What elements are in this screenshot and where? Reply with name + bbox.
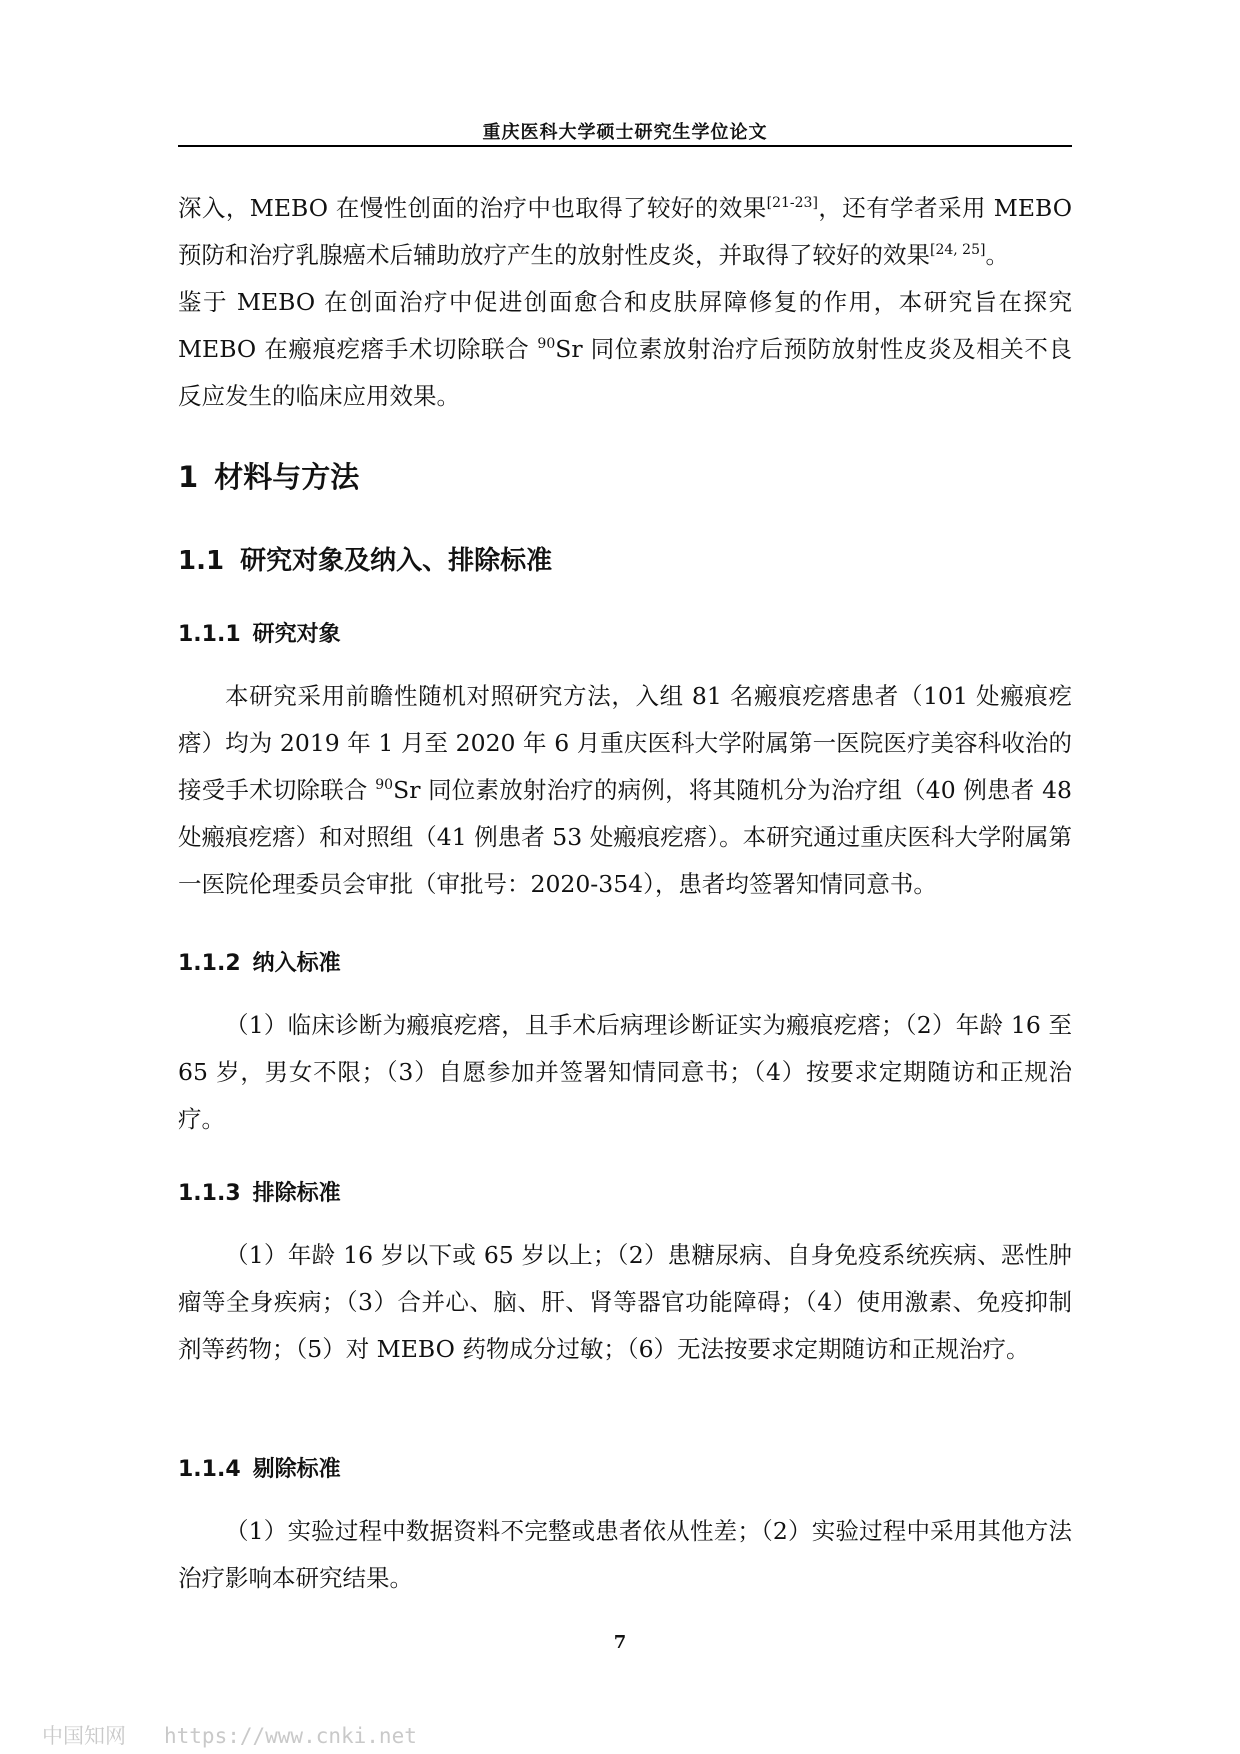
section-heading-1: [178, 455, 359, 496]
exclusion-criteria-paragraph: （1）年龄 16 岁以下或 65 岁以上；（2）患糖尿病、自身免疫系统疾病、恶性肿瘤等全身疾病；（3）合并心、脑、肝、肾等器官功能障碍；（4）使用激素、免疫抑制剂等药物；（5）对 MEBO 药物成分过敏；（6）无法按要求定期随访和正规治疗。: [178, 1241, 1072, 1363]
header-rule: [178, 145, 1072, 147]
isotope-superscript: 90: [375, 777, 394, 793]
intro-paragraph-1: [178, 185, 1072, 279]
intro-text-1b: ，还有学者采用 MEBO 预防和治疗乳腺癌术后辅助放疗产生的放射性皮炎，并取得了较好的效果: [178, 194, 1072, 269]
research-subjects-paragraph: [178, 673, 1072, 908]
section-number: 1.1.4: [178, 1457, 241, 1482]
inclusion-criteria-paragraph: （1）临床诊断为瘢痕疙瘩，且手术后病理诊断证实为瘢痕疙瘩；（2）年龄 16 至 65 岁，男女不限；（3）自愿参加并签署知情同意书；（4）按要求定期随访和正规治疗。: [178, 1011, 1072, 1133]
citation-21-23[interactable]: [21-23]: [766, 195, 818, 211]
section-heading-1-1-1: [178, 617, 341, 648]
section-number: 1.1.3: [178, 1181, 241, 1206]
intro-paragraph-2: [178, 279, 1072, 420]
section-title: 材料与方法: [214, 460, 360, 494]
isotope-superscript: 90: [537, 336, 556, 352]
section-heading-1-1-4: [178, 1452, 341, 1483]
running-header: 重庆医科大学硕士研究生学位论文: [482, 122, 768, 143]
section-title: 纳入标准: [252, 951, 341, 976]
watermark-site: 中国知网: [42, 1724, 126, 1748]
intro-text-2a: 鉴于 MEBO 在创面治疗中促进创面愈合和皮肤屏障修复的作用，本研究旨在探究 MEBO 在瘢痕疙瘩手术切除联合: [178, 288, 1072, 363]
research-subjects-text-b: Sr 同位素放射治疗的病例，将其随机分为治疗组（40 例患者 48 处瘢痕疙瘩）和对照组（41 例患者 53 处瘢痕疙瘩）。本研究通过重庆医科大学附属第一医院伦理委员会审批（审批号：2020-354），患者均签署知情同意书。: [178, 776, 1072, 898]
section-heading-1-1-2: [178, 946, 341, 977]
section-number: 1.1: [178, 546, 225, 576]
removal-criteria-paragraph: （1）实验过程中数据资料不完整或患者依从性差；（2）实验过程中采用其他方法治疗影响本研究结果。: [178, 1517, 1072, 1592]
intro-text-1c: 。: [985, 241, 1009, 269]
cnki-watermark: [42, 1720, 417, 1750]
intro-text-1a: 深入，MEBO 在慢性创面的治疗中也取得了较好的效果: [178, 194, 767, 222]
section-number: 1.1.1: [178, 622, 241, 647]
research-subjects-text-a: 本研究采用前瞻性随机对照研究方法，入组 81 名瘢痕疙瘩患者（101 处瘢痕疙瘩）均为 2019 年 1 月至 2020 年 6 月重庆医科大学附属第一医院医疗美容科收治的接受手术切除联合: [178, 682, 1072, 804]
section-number: 1.1.2: [178, 951, 241, 976]
page-number: 7: [613, 1632, 627, 1653]
section-heading-1-1-3: [178, 1176, 341, 1207]
section-title: 剔除标准: [252, 1457, 341, 1482]
section-title: 研究对象及纳入、排除标准: [240, 546, 553, 576]
intro-text-2b: Sr 同位素放射治疗后预防放射性皮炎及相关不良反应发生的临床应用效果。: [178, 335, 1072, 410]
section-title: 排除标准: [252, 1181, 341, 1206]
watermark-url: https://www.cnki.net: [164, 1724, 417, 1748]
section-heading-1-1: [178, 540, 552, 577]
section-number: 1: [178, 460, 199, 494]
section-title: 研究对象: [252, 622, 341, 647]
citation-24-25[interactable]: [24, 25]: [930, 242, 986, 258]
